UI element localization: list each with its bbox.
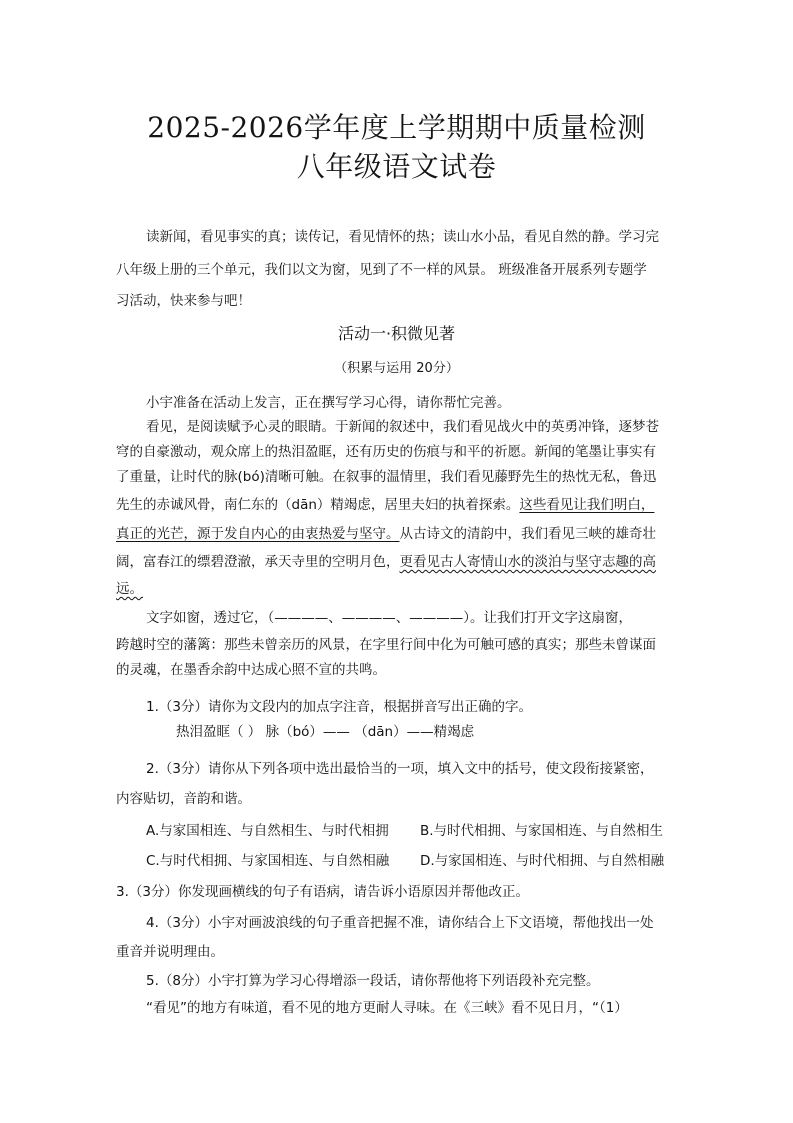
underlined-sentence: 真正的光芒，源于发自内心的由衷热爱与坚守。 [116,526,400,542]
underlined-sentence: 这些看见让我们明白， [519,497,655,513]
question-4-cont: 重音并说明理由。 [116,944,224,960]
question-1-blanks: 热泪盈眶（ ） 脉（bó）—— （dān）——精竭虑 [176,724,475,740]
intro-line-3: 习活动，快来参与吧！ [116,293,251,309]
passage-line [116,496,676,514]
intro-line-2: 八年级上册的三个单元，我们以文为窗，见到了不一样的风景。 班级准备开展系列专题学 [116,262,647,278]
option-a: A.与家国相连、与自然相生、与时代相拥 [146,823,389,839]
question-5: 5.（8分）小宇打算为学习心得增添一段话，请你帮他将下列语段补充完整。 [146,973,600,989]
activity-subtitle: （积累与运用 20分） [334,361,459,376]
option-b: B.与时代相拥、与家国相连、与自然相生 [420,823,664,839]
question-3: 3.（3分）你发现画横线的句子有语病，请告诉小语原因并帮他改正。 [116,884,529,900]
intro-line-1: 读新闻，看见事实的真；读传记，看见情怀的热；读山水小品，看见自然的静。学习完 [146,229,659,245]
question-5-text: “看见”的地方有味道，看不见的地方更耐人寻味。在《三峡》看不见日月，“（1） [146,1000,628,1016]
activity-title: 活动一·积微见著 [337,324,456,343]
option-d: D.与家国相连、与时代相拥、与自然相融 [420,853,665,869]
passage-line: 文字如窗，透过它，（————、————、————）。让我们打开文字这扇窗， [146,610,632,626]
passage-line: 了重量，让时代的脉(bó)清晰可触。在叙事的温情里，我们看见藤野先生的热忱无私，鲁迅 [116,469,657,485]
passage-line: 跨越时空的藩篱：那些未曾亲历的风景，在字里行间中化为可触可感的真实；那些未曾谋面 [116,637,656,653]
wavy-sentence: 更看见古人寄情山水的淡泊与坚守志趣的高 [399,554,656,570]
passage-intro: 小宇准备在活动上发言，正在撰写学习心得，请你帮忙完善。 [146,395,511,411]
question-2: 2.（3分）请你从下列各项中选出最恰当的一项，填入文中的括号，使文段衔接紧密， [146,761,654,777]
question-2-cont: 内容贴切，音韵和谐。 [116,791,251,807]
passage-text: 阔，富春江的缥碧澄澈，承天寺里的空明月色， [116,554,400,570]
question-4: 4.（3分）小宇对画波浪线的句子重音把握不准，请你结合上下文语境，帮他找出一处 [146,915,654,931]
option-c: C.与时代相拥、与家国相连、与自然相融 [146,853,390,869]
passage-text: 从古诗文的清韵中，我们看见三峡的雄奇壮 [399,526,656,542]
passage-line [116,580,676,598]
passage-line: 的灵魂，在墨香余韵中达成心照不宣的共鸣。 [116,662,386,678]
exam-subtitle: 八年级语文试卷 [296,150,497,183]
passage-line [116,553,676,571]
passage-line: 穹的自豪激动，观众席上的热泪盈眶，还有历史的伤痕与和平的祈愿。新闻的笔墨让事实有 [116,444,656,460]
passage-line: 看见，是阅读赋予心灵的眼睛。于新闻的叙述中，我们看见战火中的英勇冲锋，逐梦苍 [146,419,659,435]
passage-line [116,525,676,543]
exam-title: 2025-2026学年度上学期期中质量检测 [147,111,646,144]
passage-text: 先生的赤诚风骨，南仁东的（dān）精竭虑，居里夫妇的执着探索。 [116,497,520,513]
question-1: 1.（3分）请你为文段内的加点字注音，根据拼音写出正确的字。 [146,699,532,715]
wavy-sentence: 远。 [116,581,143,597]
